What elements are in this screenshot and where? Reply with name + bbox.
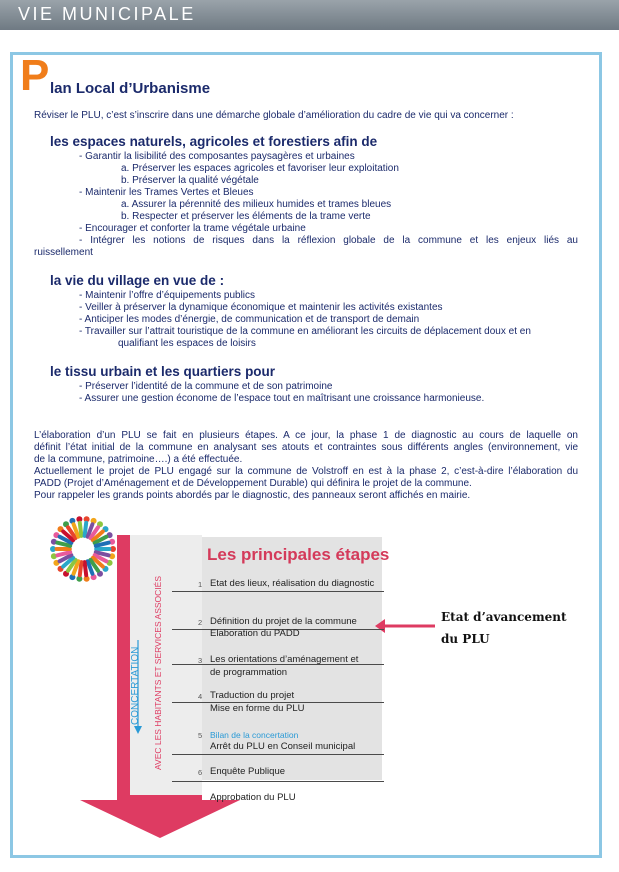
progress-callout-line1: Etat d’avancement xyxy=(441,610,567,624)
intro-text: Réviser le PLU, c’est s’inscrire dans une démarche globale d’amélioration du cadre de vie qui va concerner : xyxy=(34,110,514,121)
step-divider xyxy=(172,781,384,782)
list-item: - Assurer une gestion économe de l’espace tout en maîtrisant une croissance harmonieuse. xyxy=(79,393,485,404)
list-item: - Travailler sur l’attrait touristique de la commune en améliorant les circuits de déplacement doux et en xyxy=(79,326,531,337)
list-item: - Maintenir l’offre d’équipements publics xyxy=(79,290,256,301)
person-body-icon xyxy=(80,562,82,575)
paragraph-line: PADD (Projet d’Aménagement et de Développement Durable) qui définira le projet de la commune. xyxy=(34,478,472,489)
step-label: Elaboration du PADD xyxy=(210,628,300,639)
step-label: Les orientations d’aménagement et xyxy=(210,654,359,665)
step-divider xyxy=(172,591,384,592)
section-heading-village-life: la vie du village en vue de : xyxy=(50,273,225,288)
title-drop-cap: P xyxy=(20,51,50,100)
list-item: b. Préserver la qualité végétale xyxy=(121,175,259,186)
list-item: b. Respecter et préserver les éléments de la trame verte xyxy=(121,211,371,222)
step-divider xyxy=(172,754,384,755)
title-gap xyxy=(202,532,382,537)
list-item: - Intégrer les notions de risques dans la réflexion globale de la commune et les enjeux liés au xyxy=(79,235,578,246)
community-people-logo xyxy=(49,515,117,583)
step-number: 2 xyxy=(198,618,203,627)
list-item-continuation: ruissellement xyxy=(34,247,93,258)
section-heading-natural-spaces: les espaces naturels, agricoles et forestiers afin de xyxy=(50,134,378,149)
residents-services-label: AVEC LES HABITANTS ET SERVICES ASSOCIÉS xyxy=(153,576,163,770)
step-label: Mise en forme du PLU xyxy=(210,703,305,714)
step-label: Etat des lieux, réalisation du diagnostic xyxy=(210,578,375,589)
progress-callout-line2: du PLU xyxy=(441,632,490,646)
step-label: Arrêt du PLU en Conseil municipal xyxy=(210,741,356,752)
list-item: - Veiller à préserver la dynamique économique et maintenir les activités existantes xyxy=(79,302,443,313)
list-item: - Maintenir les Trames Vertes et Bleues xyxy=(79,187,254,198)
page-title: lan Local d’Urbanisme xyxy=(50,80,211,97)
list-item: a. Préserver les espaces agricoles et favoriser leur exploitation xyxy=(121,163,399,174)
paragraph-line: de la commune, patrimoine….) a été effectuée. xyxy=(34,454,243,465)
person-body-icon xyxy=(85,523,87,536)
section-heading-urban-fabric: le tissu urbain et les quartiers pour xyxy=(50,364,276,379)
person-body-icon xyxy=(85,562,87,575)
paragraph-line: L’élaboration d’un PLU se fait en plusieurs étapes. A ce jour, la phase 1 de diagnostic au cours de laquelle on xyxy=(34,430,578,441)
paragraph-line: Pour rappeler les grands points abordés par le diagnostic, des panneaux seront affichés en mairie. xyxy=(34,490,471,501)
diagram-title: Les principales étapes xyxy=(207,545,390,564)
step-label: Approbation du PLU xyxy=(210,792,296,803)
step-label: Traduction du projet xyxy=(210,690,295,701)
list-item: - Encourager et conforter la trame végétale urbaine xyxy=(79,223,306,234)
section-header-title: VIE MUNICIPALE xyxy=(18,4,196,24)
step-number: 4 xyxy=(198,692,203,701)
person-body-icon xyxy=(80,523,82,536)
step-label: de programmation xyxy=(210,667,288,678)
list-item: - Anticiper les modes d’énergie, de communication et de transport de demain xyxy=(79,314,420,325)
list-item: - Garantir la lisibilité des composantes paysagères et urbaines xyxy=(79,151,355,162)
step-number: 6 xyxy=(198,768,203,777)
step-number: 5 xyxy=(198,731,203,740)
list-item-continuation: qualifiant les espaces de loisirs xyxy=(118,338,256,349)
concertation-label: CONCERTATION xyxy=(130,646,141,725)
step-label: Enquête Publique xyxy=(210,766,286,777)
step-number: 3 xyxy=(198,656,203,665)
step-label-bilan: Bilan de la concertation xyxy=(210,730,299,740)
list-item: - Préserver l’identité de la commune et de son patrimoine xyxy=(79,381,333,392)
paragraph-line: Actuellement le projet de PLU engagé sur la commune de Volstroff en est à la phase 2, c’est-à-dire l’élaboration du xyxy=(34,466,578,477)
step-label: Définition du projet de la commune xyxy=(210,616,357,627)
list-item: a. Assurer la pérennité des milieux humides et trames bleues xyxy=(121,199,392,210)
paragraph-line: définit l’état initial de la commune en analysant ses atouts et contraintes sous différents angles (environnement, vie xyxy=(34,442,578,453)
step-number: 1 xyxy=(198,580,203,589)
